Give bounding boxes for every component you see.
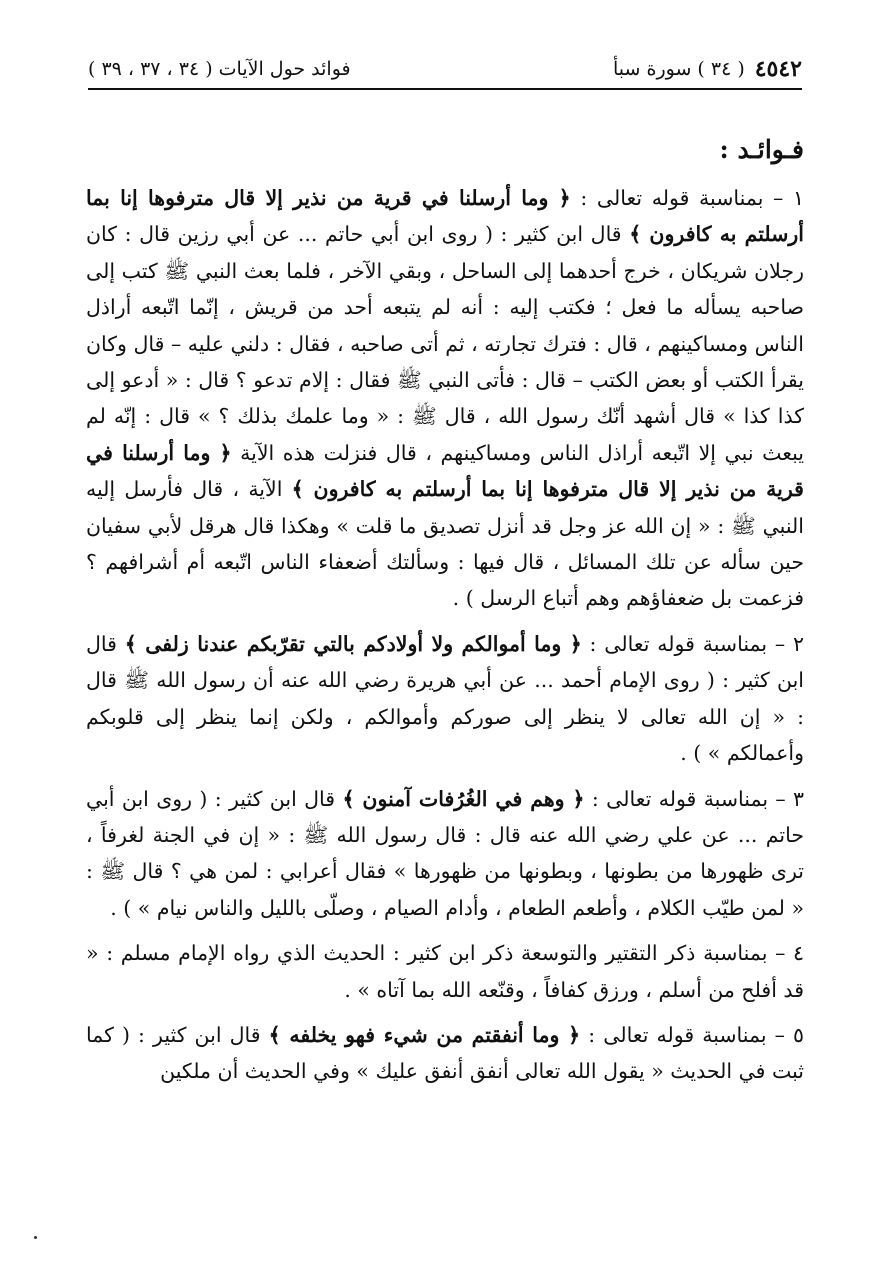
paragraph-text: ١ – بمناسبة قوله تعالى : bbox=[570, 186, 804, 210]
paragraph-text: ٣ – بمناسبة قوله تعالى : bbox=[584, 786, 805, 811]
paragraph-p4 bbox=[86, 935, 804, 1008]
page-number: ٤٥٤٢ bbox=[754, 56, 802, 82]
paragraph-text: ٤ – بمناسبة ذكر التقتير والتوسعة ذكر ابن كثير : الحديث الذي رواه الإمام مسلم : « قد أفلح من أسلم ، ورزق كفافاً ، وقنّعه الله بما آتاه » . bbox=[86, 941, 804, 1002]
paragraph-p1 bbox=[86, 180, 804, 617]
page-content bbox=[86, 128, 804, 1099]
quran-verse: ﴿ وما أرسلنا في قرية من نذير إلا قال مترفوها إنا بما أرسلتم به كافرون ﴾ bbox=[86, 186, 804, 247]
quran-verse: ﴿ وما أرسلنا في قرية من نذير إلا قال مترفوها إنا بما أرسلتم به كافرون ﴾ bbox=[86, 440, 804, 502]
paragraph-text: قال ابن كثير : ( روى ابن أبي حاتم ... عن أبي رزين قال : كان رجلان شريكان ، خرج أحدهما إلى الساحل ، وبقي الآخر ، فلما بعث النبي ﷺ كتب إلى صاحبه يسأله ما فعل ؛ فكتب إليه : أنه لم يتبعه أحد من قريش ، إنّما اتّبعه أراذل الناس ومساكينهم ، قال : فترك تجارته ، ثم أتى صاحبه ، فقال : دلني عليه – قال وكان يقرأ الكتب أو بعض الكتب – قال : فأتى النبي ﷺ فقال : إلام تدعو ؟ قال : « أدعو إلى كذا كذا » قال أشهد أنّك رسول الله ، قال ﷺ : « وما علمك بذلك ؟ » قال : إنّه لم يبعث نبي إلا اتّبعه أراذل الناس ومساكينهم ، قال فنزلت هذه الآية bbox=[86, 222, 805, 465]
paragraph-text: ٥ – بمناسبة قوله تعالى : bbox=[580, 1022, 804, 1047]
header-right bbox=[613, 56, 802, 82]
paragraph-text: قال ابن كثير : ( روى الإمام أحمد ... عن أبي هريرة رضي الله عنه أن رسول الله ﷺ قال : « إن الله تعالى لا ينظر إلى صوركم وأموالكم ، ولكن إنما ينظر إلى قلوبكم وأعمالكم » ) . bbox=[86, 631, 804, 766]
section-title: فـوائـد : bbox=[719, 135, 804, 164]
paragraph-text: قال ابن كثير : ( كما ثبت في الحديث « يقول الله تعالى أنفق أنفق عليك » وفي الحديث أن ملكين bbox=[86, 1022, 804, 1084]
paragraph-p3 bbox=[86, 781, 804, 927]
paragraph-text: الآية ، قال فأرسل إليه النبي ﷺ : « إن الله عز وجل قد أنزل تصديق ما قلت » وهكذا قال هرقل لأبي سفيان حين سأله عن تلك المسائل ، قال فيها : وسألتك أضعفاء الناس اتّبعه أم أشرافهم ؟ فزعمت بل ضعفاؤهم وهم أتباع الرسل ) . bbox=[86, 477, 804, 611]
paragraph-p2 bbox=[86, 626, 804, 772]
running-header bbox=[88, 52, 802, 86]
quran-verse: ﴿ وهم في الغُرُفات آمنون ﴾ bbox=[342, 786, 585, 811]
paragraph-p5 bbox=[86, 1017, 804, 1090]
quran-verse: ﴿ وما أنفقتم من شيء فهو يخلفه ﴾ bbox=[268, 1022, 581, 1047]
header-topic: فوائد حول الآيات ( ٣٤ ، ٣٧ ، ٣٩ ) bbox=[88, 58, 351, 80]
surah-label: ( ٣٤ ) سورة سبأ bbox=[613, 58, 745, 80]
paragraph-text: قال ابن كثير : ( روى ابن أبي حاتم ... عن علي رضي الله عنه قال : قال رسول الله ﷺ : « إن في الجنة لغرفاً ، ترى ظهورها من بطونها ، وبطونها من ظهورها » فقال أعرابي : لمن هي ؟ قال ﷺ : « لمن طيّب الكلام ، وأطعم الطعام ، وأدام الصيام ، وصلّى بالليل والناس نيام » ) . bbox=[86, 786, 804, 920]
paragraph-text: ٢ – بمناسبة قوله تعالى : bbox=[581, 631, 804, 656]
stray-mark bbox=[34, 1236, 37, 1239]
quran-verse: ﴿ وما أموالكم ولا أولادكم بالتي تقرّبكم عندنا زلفى ﴾ bbox=[124, 631, 582, 656]
paragraph-list bbox=[86, 180, 804, 1090]
header-rule bbox=[88, 88, 802, 90]
